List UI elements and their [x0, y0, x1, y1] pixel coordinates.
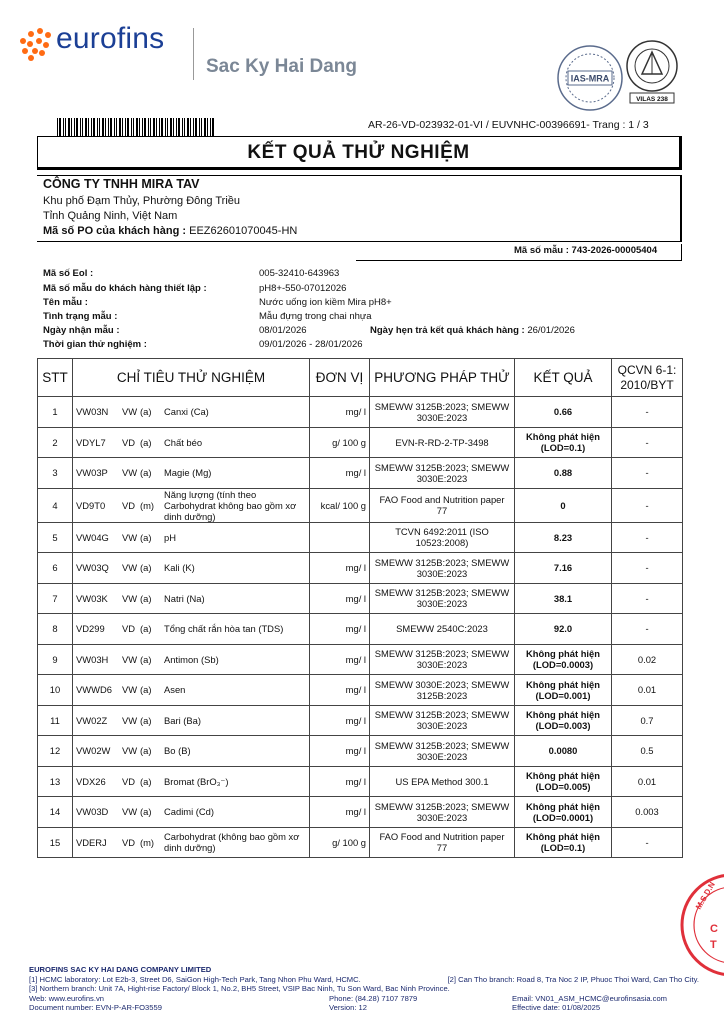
- row-method: EVN-R-RD-2-TP-3498: [370, 427, 515, 458]
- barcode-icon: [57, 118, 215, 136]
- po-label: Mã số PO của khách hàng :: [43, 225, 187, 237]
- row-method: SMEWW 3125B:2023; SMEWW 3030E:2023: [370, 797, 515, 828]
- row-indicator: [73, 705, 310, 736]
- row-method: SMEWW 3125B:2023; SMEWW 3030E:2023: [370, 644, 515, 675]
- row-limit: 0.01: [612, 675, 683, 706]
- row-unit: mg/ l: [310, 583, 370, 614]
- row-indicator: [73, 458, 310, 489]
- barcode-bar: [59, 118, 61, 136]
- row-lab: VW: [122, 714, 138, 726]
- table-row: [38, 644, 683, 675]
- row-method: FAO Food and Nutrition paper 77: [370, 488, 515, 522]
- client-address-line2: Tỉnh Quảng Ninh, Việt Nam: [43, 210, 178, 222]
- barcode-bar: [207, 118, 208, 136]
- barcode-bar: [82, 118, 83, 136]
- row-flag: (a): [140, 714, 152, 726]
- row-indicator: [73, 427, 310, 458]
- barcode-bar: [91, 118, 92, 136]
- barcode-bar: [144, 118, 146, 136]
- row-result: 38.1: [515, 583, 612, 614]
- barcode-bar: [150, 118, 151, 136]
- table-row: [38, 397, 683, 428]
- barcode-bar: [136, 118, 138, 136]
- info-label: Thời gian thử nghiệm :: [43, 339, 147, 350]
- barcode-bar: [88, 118, 89, 136]
- barcode-bar: [76, 118, 78, 136]
- barcode-bar: [119, 118, 121, 136]
- row-stt: 14: [38, 797, 73, 828]
- row-flag: (m): [140, 499, 155, 511]
- row-limit: -: [612, 827, 683, 858]
- row-lab: VD: [122, 623, 136, 635]
- row-indicator: [73, 766, 310, 797]
- barcode-bar: [165, 118, 166, 136]
- company-stamp-icon: [670, 870, 724, 980]
- table-row: [38, 522, 683, 553]
- row-lab: VW: [122, 653, 138, 665]
- footer-company: EUROFINS SAC KY HAI DANG COMPANY LIMITED: [29, 965, 212, 974]
- barcode-bar: [148, 118, 149, 136]
- row-result: Không phát hiện (LOD=0.001): [515, 675, 612, 706]
- row-indicator: [73, 644, 310, 675]
- barcode-bar: [204, 118, 206, 136]
- table-row: [38, 797, 683, 828]
- row-name: Kali (K): [164, 562, 195, 574]
- table-row: [38, 766, 683, 797]
- row-unit: mg/ l: [310, 553, 370, 584]
- barcode-bar: [139, 118, 140, 136]
- row-limit: 0.01: [612, 766, 683, 797]
- row-method: SMEWW 3125B:2023; SMEWW 3030E:2023: [370, 458, 515, 489]
- row-name: Bari (Ba): [164, 714, 201, 726]
- row-result: Không phát hiện (LOD=0.003): [515, 705, 612, 736]
- barcode-bar: [122, 118, 123, 136]
- row-stt: 1: [38, 397, 73, 428]
- client-company: CÔNG TY TNHH MIRA TAV: [43, 177, 200, 191]
- row-code: VW02W: [76, 745, 111, 757]
- row-flag: (a): [140, 406, 152, 418]
- row-lab: VD: [122, 836, 136, 848]
- header-divider: [193, 28, 194, 80]
- footer-cantho: [2] Can Tho branch: Road 8, Tra Noc 2 IP, Phuoc Thoi Ward, Can Tho City.: [447, 974, 699, 984]
- row-stt: 5: [38, 522, 73, 553]
- row-name: Tổng chất rắn hòa tan (TDS): [164, 623, 284, 635]
- row-stt: 4: [38, 488, 73, 522]
- info-value: 09/01/2026 - 28/01/2026: [259, 339, 363, 350]
- row-code: VW03N: [76, 406, 109, 418]
- row-indicator: [73, 522, 310, 553]
- row-unit: mg/ l: [310, 397, 370, 428]
- row-lab: VW: [122, 467, 138, 479]
- row-method: SMEWW 2540C:2023: [370, 614, 515, 645]
- barcode-bar: [63, 118, 64, 136]
- footer-version: Version: 12: [329, 1003, 367, 1013]
- ias-mra-seal-icon: [556, 44, 624, 112]
- barcode-bar: [159, 118, 160, 136]
- info-value: 08/01/2026: [259, 325, 307, 336]
- barcode-bar: [201, 118, 202, 136]
- barcode-bar: [116, 118, 117, 136]
- page-title: KẾT QUẢ THỬ NGHIỆM: [247, 142, 470, 163]
- boa-vilas-seal-icon: [624, 40, 680, 106]
- row-lab: VW: [122, 745, 138, 757]
- table-row: [38, 827, 683, 858]
- row-unit: g/ 100 g: [310, 427, 370, 458]
- row-name: Magie (Mg): [164, 467, 212, 479]
- footer-docno: Document number: EVN-P-AR-FO3559: [29, 1003, 162, 1013]
- row-name: Canxi (Ca): [164, 406, 209, 418]
- header-method: PHƯƠNG PHÁP THỬ: [370, 359, 515, 397]
- row-result: 0: [515, 488, 612, 522]
- row-limit: -: [612, 614, 683, 645]
- row-lab: VD: [122, 499, 136, 511]
- logo-dots-icon: [18, 28, 54, 58]
- row-indicator: [73, 488, 310, 522]
- row-flag: (a): [140, 562, 152, 574]
- row-stt: 13: [38, 766, 73, 797]
- row-unit: mg/ l: [310, 675, 370, 706]
- row-result: Không phát hiện (LOD=0.0001): [515, 797, 612, 828]
- barcode-bar: [167, 118, 168, 136]
- table-row: [38, 736, 683, 767]
- row-stt: 15: [38, 827, 73, 858]
- header-stt: STT: [38, 359, 73, 397]
- row-unit: [310, 522, 370, 553]
- table-row: [38, 614, 683, 645]
- row-lab: VW: [122, 531, 138, 543]
- row-lab: VD: [122, 436, 136, 448]
- barcode-bar: [105, 118, 106, 136]
- row-unit: kcal/ 100 g: [310, 488, 370, 522]
- info-value: Mẫu đựng trong chai nhựa: [259, 311, 372, 322]
- row-flag: (a): [140, 467, 152, 479]
- row-stt: 3: [38, 458, 73, 489]
- row-flag: (a): [140, 623, 152, 635]
- barcode-bar: [176, 118, 177, 136]
- row-name: Natri (Na): [164, 592, 205, 604]
- row-limit: 0.003: [612, 797, 683, 828]
- row-indicator: [73, 553, 310, 584]
- barcode-bar: [110, 118, 112, 136]
- info-value: pH8+-550-07012026: [259, 283, 347, 294]
- row-code: VWWD6: [76, 684, 112, 696]
- row-result: Không phát hiện (LOD=0.1): [515, 827, 612, 858]
- document-reference: AR-26-VD-023932-01-VI / EUVNHC-00396691- Trang : 1 / 3: [368, 119, 649, 131]
- footer-hcmc: [1] HCMC laboratory: Lot E2b-3, Street D6, SaiGon High-Tech Park, Tang Nhon Phu Ward, HCMC.: [29, 974, 361, 984]
- row-flag: (a): [140, 592, 152, 604]
- barcode-bar: [93, 118, 95, 136]
- row-unit: mg/ l: [310, 614, 370, 645]
- header-indicator: CHỈ TIÊU THỬ NGHIỆM: [73, 359, 310, 397]
- client-address-line1: Khu phố Đạm Thủy, Phường Đông Triều: [43, 195, 241, 207]
- row-method: SMEWW 3125B:2023; SMEWW 3030E:2023: [370, 705, 515, 736]
- barcode-bar: [190, 118, 191, 136]
- barcode-bar: [114, 118, 115, 136]
- barcode-bar: [156, 118, 157, 136]
- row-flag: (a): [140, 806, 152, 818]
- row-method: SMEWW 3125B:2023; SMEWW 3030E:2023: [370, 553, 515, 584]
- row-code: VW03Q: [76, 562, 109, 574]
- row-unit: mg/ l: [310, 705, 370, 736]
- seal-right-code: VILAS 238: [636, 96, 668, 103]
- barcode-bar: [187, 118, 189, 136]
- barcode-bar: [131, 118, 132, 136]
- row-result: 8.23: [515, 522, 612, 553]
- barcode-bar: [193, 118, 194, 136]
- barcode-bar: [210, 118, 211, 136]
- row-method: FAO Food and Nutrition paper 77: [370, 827, 515, 858]
- row-lab: VW: [122, 806, 138, 818]
- row-name: Năng lượng (tính theo Carbohydrat không bao gồm xơ dinh dưỡng): [164, 488, 297, 522]
- row-stt: 7: [38, 583, 73, 614]
- row-lab: VW: [122, 406, 138, 418]
- barcode-bar: [71, 118, 72, 136]
- row-result: 92.0: [515, 614, 612, 645]
- row-result: 0.0080: [515, 736, 612, 767]
- row-flag: (a): [140, 436, 152, 448]
- info-label: Tình trạng mẫu :: [43, 311, 118, 322]
- eurofins-logo: [18, 22, 183, 62]
- barcode-bar: [178, 118, 180, 136]
- barcode-bar: [80, 118, 81, 136]
- row-result: 0.66: [515, 397, 612, 428]
- row-name: Antimon (Sb): [164, 653, 219, 665]
- info-label: Mã số Eol :: [43, 268, 94, 279]
- row-limit: 0.5: [612, 736, 683, 767]
- row-flag: (a): [140, 745, 152, 757]
- barcode-bar: [102, 118, 104, 136]
- svg-text:M.S.D.N: M.S.D.N: [693, 880, 717, 911]
- return-date-value: 26/01/2026: [527, 325, 575, 336]
- row-limit: -: [612, 522, 683, 553]
- row-code: VW04G: [76, 531, 109, 543]
- row-name: Asen: [164, 684, 186, 696]
- table-row: [38, 675, 683, 706]
- row-result: Không phát hiện (LOD=0.0003): [515, 644, 612, 675]
- row-indicator: [73, 797, 310, 828]
- row-unit: mg/ l: [310, 736, 370, 767]
- footer: [29, 965, 699, 1013]
- row-method: SMEWW 3125B:2023; SMEWW 3030E:2023: [370, 583, 515, 614]
- brand-name: eurofins: [56, 22, 165, 55]
- row-code: VW03K: [76, 592, 108, 604]
- barcode-bar: [108, 118, 109, 136]
- barcode-bar: [142, 118, 143, 136]
- row-unit: g/ 100 g: [310, 827, 370, 858]
- row-indicator: [73, 397, 310, 428]
- row-code: VDYL7: [76, 436, 106, 448]
- header-result: KẾT QUẢ: [515, 359, 612, 397]
- barcode-bar: [161, 118, 163, 136]
- row-limit: -: [612, 553, 683, 584]
- table-row: [38, 705, 683, 736]
- row-code: VDERJ: [76, 836, 107, 848]
- info-label: Mã số mẫu do khách hàng thiết lập :: [43, 283, 207, 294]
- row-result: Không phát hiện (LOD=0.1): [515, 427, 612, 458]
- barcode-bar: [57, 118, 58, 136]
- barcode-bar: [125, 118, 126, 136]
- seal-left-label: IAS-MRA: [570, 73, 610, 84]
- row-stt: 9: [38, 644, 73, 675]
- barcode-bar: [212, 118, 214, 136]
- row-indicator: [73, 736, 310, 767]
- row-lab: VW: [122, 684, 138, 696]
- row-name: Bo (B): [164, 745, 191, 757]
- row-stt: 2: [38, 427, 73, 458]
- footer-web[interactable]: Web: www.eurofins.vn: [29, 993, 104, 1003]
- row-code: VW03D: [76, 806, 109, 818]
- barcode-bar: [182, 118, 183, 136]
- row-limit: -: [612, 458, 683, 489]
- info-label: Tên mẫu :: [43, 297, 88, 308]
- header-unit: ĐƠN VỊ: [310, 359, 370, 397]
- sample-number: Mã số mẫu : 743-2026-00005404: [514, 245, 658, 256]
- row-stt: 11: [38, 705, 73, 736]
- footer-effective: Effective date: 01/08/2025: [512, 1003, 601, 1013]
- row-lab: VW: [122, 562, 138, 574]
- row-lab: VW: [122, 592, 138, 604]
- barcode-bar: [74, 118, 75, 136]
- barcode-bar: [199, 118, 200, 136]
- po-value: EEZ62601070045-HN: [189, 225, 298, 237]
- row-code: VDX26: [76, 775, 106, 787]
- row-name: Chất béo: [164, 436, 203, 448]
- row-method: TCVN 6492:2011 (ISO 10523:2008): [370, 522, 515, 553]
- row-name: pH: [164, 531, 176, 543]
- row-limit: -: [612, 583, 683, 614]
- row-indicator: [73, 583, 310, 614]
- row-result: 0.88: [515, 458, 612, 489]
- barcode-bar: [97, 118, 98, 136]
- row-limit: 0.02: [612, 644, 683, 675]
- table-row: [38, 583, 683, 614]
- info-value: 005-32410-643963: [259, 268, 340, 279]
- barcode-bar: [65, 118, 66, 136]
- info-value: Nước uống ion kiềm Mira pH8+: [259, 297, 392, 308]
- return-date: [370, 325, 575, 336]
- barcode-bar: [173, 118, 174, 136]
- barcode-bar: [85, 118, 87, 136]
- row-unit: mg/ l: [310, 766, 370, 797]
- row-code: VW02Z: [76, 714, 108, 726]
- row-limit: -: [612, 427, 683, 458]
- row-limit: -: [612, 397, 683, 428]
- subbrand: Sac Ky Hai Dang: [206, 56, 357, 77]
- client-po: [43, 224, 297, 238]
- row-indicator: [73, 675, 310, 706]
- table-row: [38, 458, 683, 489]
- results-table: [37, 358, 683, 858]
- row-unit: mg/ l: [310, 797, 370, 828]
- row-method: US EPA Method 300.1: [370, 766, 515, 797]
- row-name: Carbohydrat (không bao gồm xơ dinh dưỡng): [164, 831, 300, 854]
- row-code: VW03P: [76, 467, 108, 479]
- info-label: Ngày nhận mẫu :: [43, 325, 120, 336]
- row-stt: 8: [38, 614, 73, 645]
- row-stt: 6: [38, 553, 73, 584]
- row-method: SMEWW 3030E:2023; SMEWW 3125B:2023: [370, 675, 515, 706]
- row-stt: 12: [38, 736, 73, 767]
- row-flag: (m): [140, 836, 155, 848]
- header-limit: QCVN 6-1: 2010/BYT: [612, 359, 683, 397]
- barcode-bar: [127, 118, 129, 136]
- barcode-bar: [153, 118, 155, 136]
- row-code: VW03H: [76, 653, 109, 665]
- row-result: Không phát hiện (LOD=0.005): [515, 766, 612, 797]
- row-name: Cadimi (Cd): [164, 806, 215, 818]
- row-limit: -: [612, 488, 683, 522]
- svg-text:C: C: [710, 923, 718, 935]
- row-flag: (a): [140, 684, 152, 696]
- row-flag: (a): [140, 775, 152, 787]
- row-unit: mg/ l: [310, 644, 370, 675]
- row-flag: (a): [140, 531, 152, 543]
- barcode-bar: [68, 118, 70, 136]
- row-unit: mg/ l: [310, 458, 370, 489]
- row-method: SMEWW 3125B:2023; SMEWW 3030E:2023: [370, 397, 515, 428]
- barcode-bar: [99, 118, 100, 136]
- barcode-bar: [184, 118, 185, 136]
- barcode-bar: [170, 118, 172, 136]
- barcode-bar: [195, 118, 197, 136]
- row-code: VD299: [76, 623, 105, 635]
- table-row: [38, 488, 683, 522]
- row-result: 7.16: [515, 553, 612, 584]
- footer-email[interactable]: Email: VN01_ASM_HCMC@eurofinsasia.com: [512, 993, 667, 1003]
- row-flag: (a): [140, 653, 152, 665]
- row-limit: 0.7: [612, 705, 683, 736]
- row-method: SMEWW 3125B:2023; SMEWW 3030E:2023: [370, 736, 515, 767]
- return-date-label: Ngày hẹn trả kết quả khách hàng :: [370, 325, 525, 336]
- footer-phone: Phone: (84.28) 7107 7879: [329, 993, 418, 1003]
- table-row: [38, 427, 683, 458]
- table-row: [38, 553, 683, 584]
- row-code: VD9T0: [76, 499, 106, 511]
- row-stt: 10: [38, 675, 73, 706]
- svg-text:T: T: [710, 939, 717, 951]
- row-indicator: [73, 827, 310, 858]
- row-indicator: [73, 614, 310, 645]
- row-lab: VD: [122, 775, 136, 787]
- title-box: [37, 136, 682, 170]
- footer-northern: [3] Northern branch: Unit 7A, Hight-rise Factory/ Block 1, No.2, BH5 Street, VSIP Bac Ninh, Tu Son Ward, Bac Ninh Province.: [29, 984, 450, 994]
- table-header-row: [38, 359, 683, 397]
- barcode-bar: [133, 118, 134, 136]
- row-name: Bromat (BrO₃⁻): [164, 775, 229, 787]
